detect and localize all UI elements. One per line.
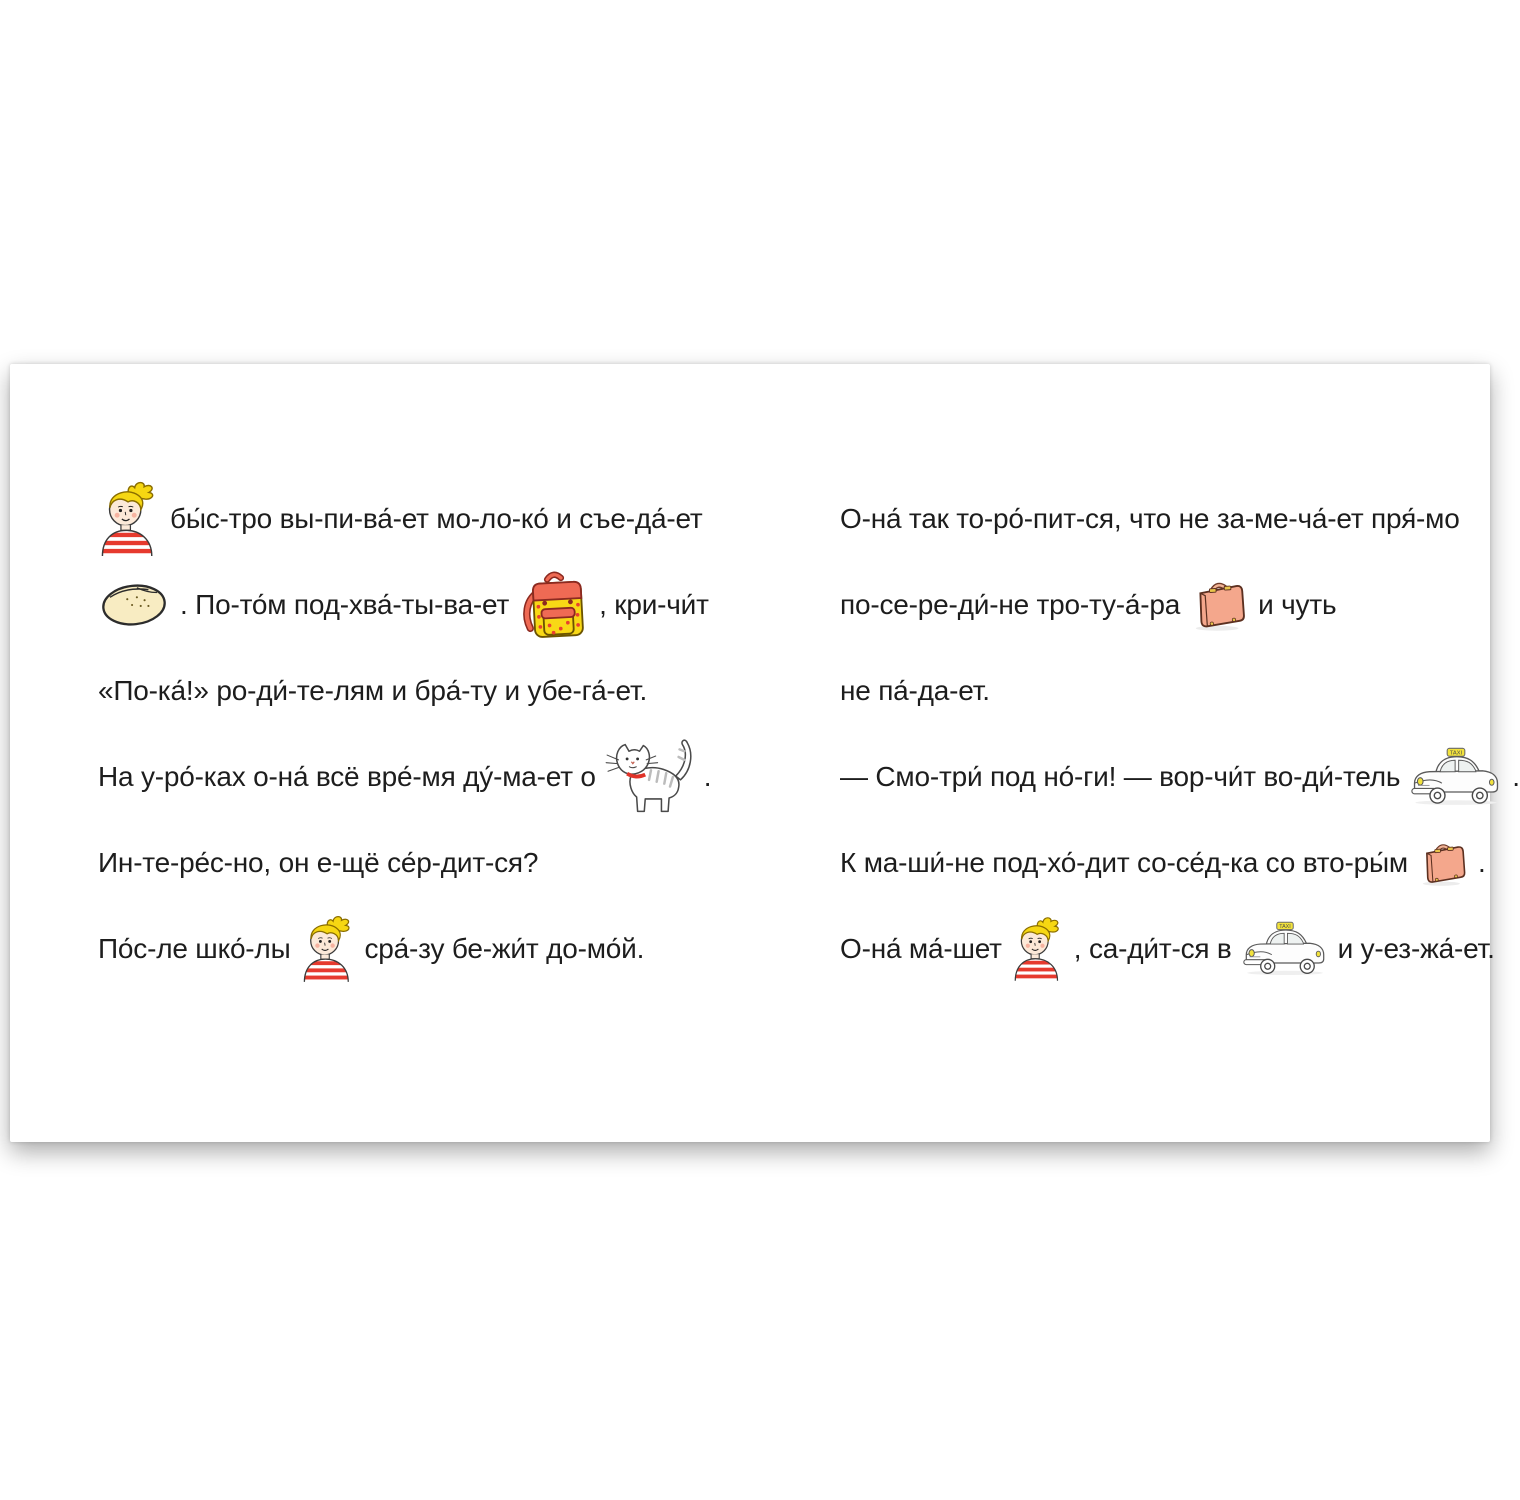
suitcase-icon (1190, 578, 1248, 632)
text-line (98, 820, 770, 906)
text-run: К ма-ши́-не под-хо́-дит со-се́д-ка со вто-ры́м (840, 847, 1408, 878)
text-run: , кри-чи́т (599, 589, 709, 620)
taxi-icon (1410, 747, 1502, 807)
book-page-spread (10, 364, 1520, 1142)
girl-icon (301, 914, 355, 984)
text-line (840, 648, 1512, 734)
column-left (98, 476, 770, 992)
text-run: и чуть (1258, 589, 1337, 620)
taxi-icon (1242, 921, 1328, 977)
text-run: по-се-ре-ди́-не тро-ту-а́-ра (840, 589, 1181, 620)
text-run: — Смо-три́ под но́-ги! — вор-чи́т во-ди́-тель (840, 761, 1401, 792)
text-run: , са-ди́т-ся в (1073, 933, 1232, 964)
svg-text:TAXI: TAXI (1278, 924, 1291, 930)
text-line (840, 734, 1520, 820)
text-run: бы́с-тро вы-пи-ва́-ет мо-ло-ко́ и съе-да́-ет (170, 503, 703, 534)
text-run: не па́-да-ет. (840, 675, 990, 706)
text-run: «По-ка́!» ро-ди́-те-лям и бра́-ту и убе-га́-ет. (98, 675, 648, 706)
girl-icon (98, 482, 160, 556)
text-line (840, 562, 1512, 648)
text-line (98, 648, 770, 734)
text-run: . (1512, 761, 1520, 792)
text-run: . (1477, 847, 1486, 878)
text-run: О-на́ так то-ро́-пит-ся, что не за-ме-ча́-ет пря́-мо (840, 503, 1460, 534)
text-line (840, 476, 1512, 562)
suitcase-icon (1418, 840, 1468, 887)
text-line (840, 820, 1512, 906)
bread-icon (98, 580, 170, 630)
text-run: На у-ро́-ках о-на́ всё вре́-мя ду́-ма-ет о (98, 761, 596, 792)
text-run: О-на́ ма́-шет (840, 933, 1002, 964)
girl-icon (1012, 915, 1064, 983)
text-line (98, 476, 770, 562)
text-run: . (703, 761, 712, 792)
text-line (98, 562, 770, 648)
text-line (840, 906, 1512, 992)
text-line (98, 734, 770, 820)
column-right (840, 476, 1520, 992)
svg-text:TAXI: TAXI (1450, 750, 1463, 757)
cat-icon (606, 736, 694, 818)
text-run: Ин-те-ре́с-но, он е-щё се́р-дит-ся? (98, 847, 539, 878)
text-run: . По-то́м под-хва́-ты-ва-ет (180, 589, 510, 620)
text-line (98, 906, 770, 992)
text-run: По́с-ле шко́-лы (98, 933, 291, 964)
text-run: сра́-зу бе-жи́т до-мо́й. (364, 933, 645, 964)
text-run: и у-ез-жа́-ет. (1337, 933, 1495, 964)
backpack-icon (519, 568, 589, 642)
